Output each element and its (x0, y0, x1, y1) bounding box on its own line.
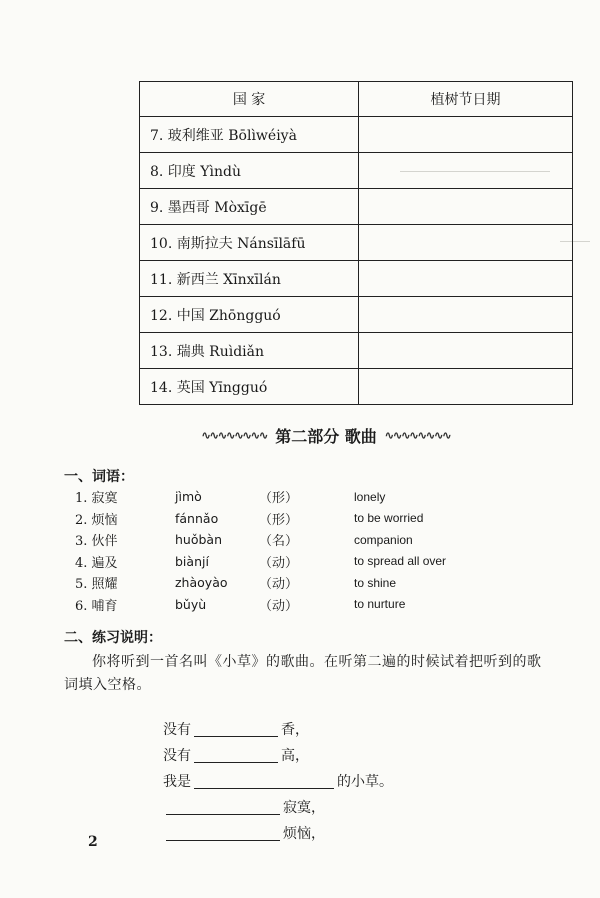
page-number: 2 (88, 834, 98, 850)
lyric-blank[interactable] (194, 722, 278, 737)
lyric-suffix: 高， (281, 748, 309, 764)
vocab-english: to spread all over (354, 554, 447, 569)
vocab-word: 5. 照耀 (75, 577, 118, 593)
date-cell[interactable] (359, 225, 573, 261)
vocab-word: 6. 哺育 (75, 598, 118, 614)
vocab-list (75, 486, 446, 615)
header-country: 国 家 (140, 82, 359, 117)
vocab-english: to nurture (354, 597, 406, 612)
lyric-prefix: 没有 (163, 722, 191, 738)
table-row (140, 189, 573, 225)
table-row (140, 153, 573, 189)
date-cell[interactable] (359, 153, 573, 189)
arbor-day-table (139, 81, 573, 405)
vocab-pinyin: jìmò (175, 489, 202, 505)
country-cell: 11. 新西兰 Xīnxīlán (140, 261, 359, 297)
list-item (75, 508, 446, 530)
lyric-line (163, 794, 393, 820)
date-cell[interactable] (359, 297, 573, 333)
vocab-english: lonely (354, 489, 386, 504)
lyric-suffix: 香， (281, 722, 309, 738)
vocab-word: 3. 伙伴 (75, 534, 118, 550)
country-cell: 10. 南斯拉夫 Nánsīlāfū (140, 225, 359, 261)
vocab-pos: （形） (259, 512, 299, 528)
vocab-heading: 一、词语： (64, 469, 134, 485)
lyric-prefix: 没有 (163, 748, 191, 764)
lyric-line (163, 742, 393, 768)
date-cell[interactable] (359, 189, 573, 225)
list-item (75, 572, 446, 594)
lyric-line (163, 716, 393, 742)
lyric-line (163, 820, 393, 846)
lyric-suffix: 寂寞， (283, 800, 325, 816)
vocab-word: 2. 烦恼 (75, 512, 118, 528)
lyric-blank[interactable] (194, 774, 334, 789)
section-title-text: 第二部分 歌曲 (275, 427, 377, 446)
country-cell: 14. 英国 Yīngguó (140, 369, 359, 405)
list-item (75, 594, 446, 616)
table-row (140, 225, 573, 261)
country-cell: 13. 瑞典 Ruìdiǎn (140, 333, 359, 369)
vocab-pos: （动） (259, 555, 299, 571)
list-item (75, 529, 446, 551)
exercise-heading: 二、练习说明： (64, 630, 162, 646)
table-row (140, 333, 573, 369)
vocab-pinyin: fánnǎo (175, 510, 219, 526)
table-row (140, 261, 573, 297)
date-cell[interactable] (359, 333, 573, 369)
vocab-pinyin: huǒbàn (175, 532, 223, 548)
vocab-word: 4. 遍及 (75, 555, 118, 571)
vocab-pinyin: zhàoyào (175, 575, 228, 591)
lyric-blank[interactable] (166, 826, 280, 841)
vocab-pinyin: bǔyù (175, 596, 207, 612)
ornament-left-icon: ∿∿∿∿∿∿∿∿ (201, 429, 268, 442)
vocab-pos: （动） (259, 598, 299, 614)
lyric-suffix: 烦恼， (283, 826, 325, 842)
lyrics-fill-in (163, 716, 393, 846)
vocab-english: to be worried (354, 511, 424, 526)
country-cell: 7. 玻利维亚 Bōlìwéiyà (140, 117, 359, 153)
country-cell: 8. 印度 Yìndù (140, 153, 359, 189)
lyric-line (163, 768, 393, 794)
lyric-blank[interactable] (166, 800, 280, 815)
vocab-pos: （形） (259, 491, 299, 507)
lyric-suffix: 的小草。 (337, 774, 393, 790)
lyric-prefix: 我是 (163, 774, 191, 790)
vocab-pos: （动） (259, 577, 299, 593)
table-header (140, 82, 573, 117)
vocab-word: 1. 寂寞 (75, 491, 118, 507)
exercise-instruction: 你将听到一首名叫《小草》的歌曲。在听第二遍的时候试着把听到的歌词填入空格。 (64, 654, 542, 693)
lyric-blank[interactable] (194, 748, 278, 763)
vocab-pos: （名） (259, 534, 299, 550)
header-date: 植树节日期 (359, 82, 573, 117)
country-cell: 9. 墨西哥 Mòxīgē (140, 189, 359, 225)
list-item (75, 486, 446, 508)
ornament-right-icon: ∿∿∿∿∿∿∿∿ (384, 429, 451, 442)
table-row (140, 117, 573, 153)
table-row (140, 297, 573, 333)
country-cell: 12. 中国 Zhōngguó (140, 297, 359, 333)
table-row (140, 369, 573, 405)
section-title (146, 424, 506, 447)
date-cell[interactable] (359, 117, 573, 153)
date-cell[interactable] (359, 261, 573, 297)
list-item (75, 551, 446, 573)
date-cell[interactable] (359, 369, 573, 405)
vocab-english: companion (354, 532, 413, 547)
vocab-english: to shine (354, 575, 397, 590)
vocab-pinyin: biànjí (175, 553, 209, 569)
